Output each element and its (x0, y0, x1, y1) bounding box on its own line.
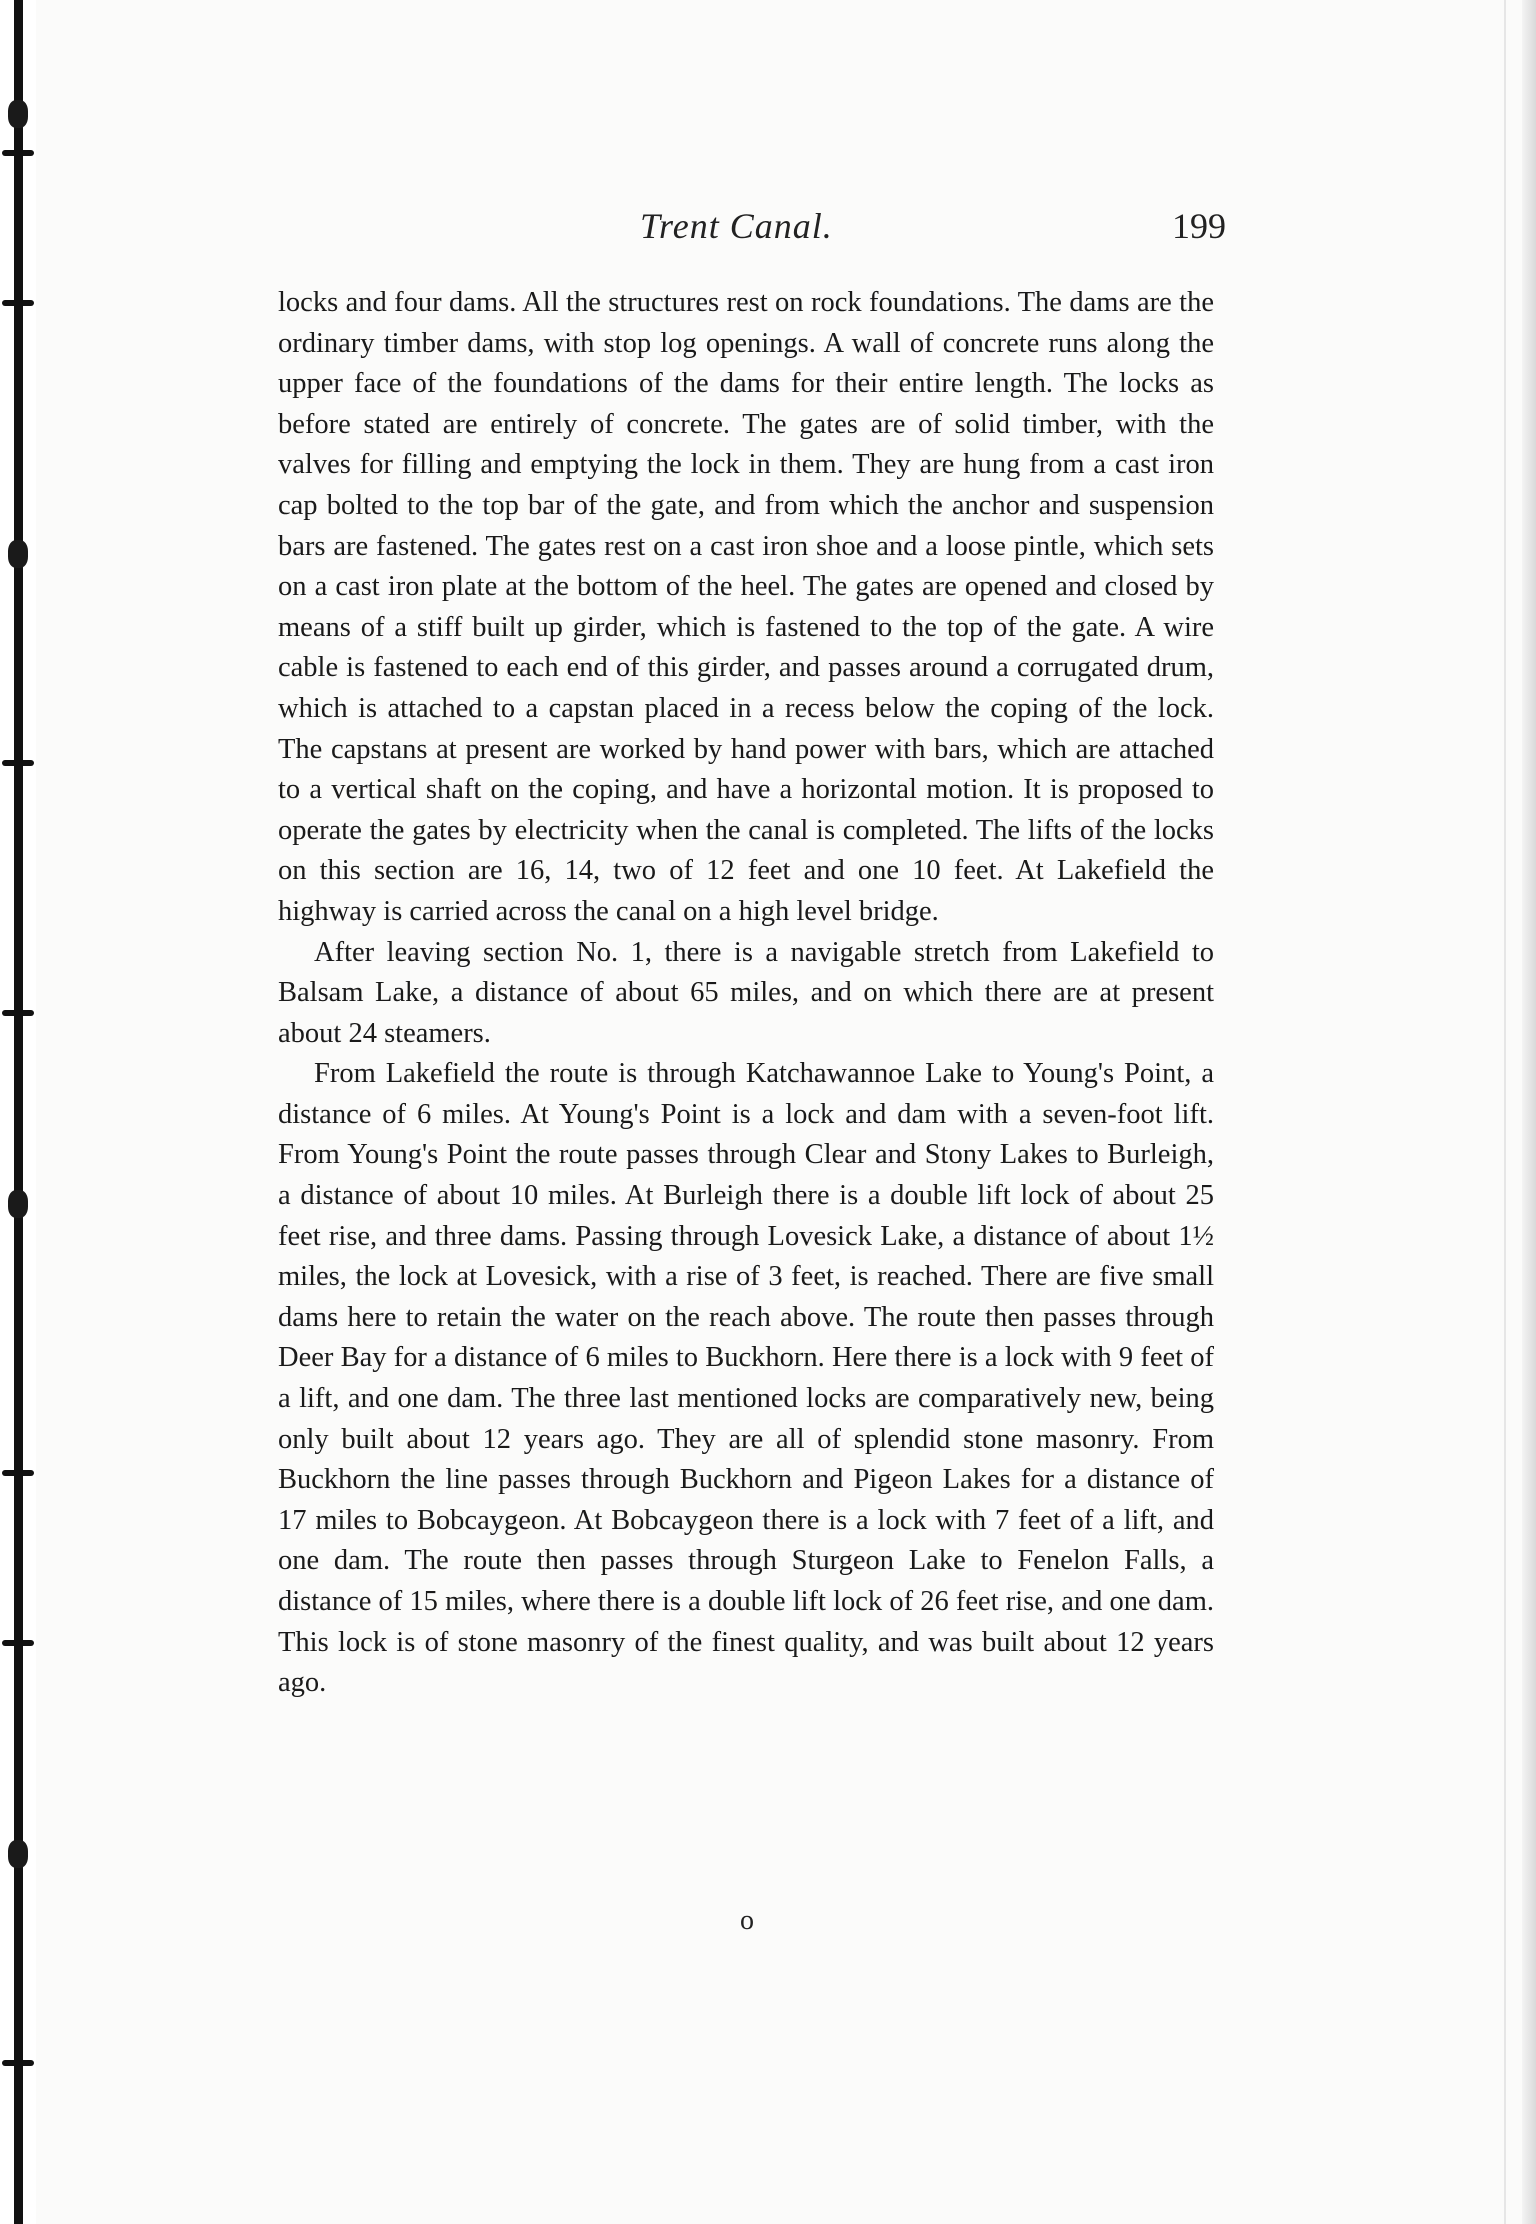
binding-knot (8, 1840, 28, 1868)
book-binding (0, 0, 36, 2224)
binding-stitch (2, 1470, 34, 1476)
binding-stitch (2, 760, 34, 766)
binding-stitch (2, 150, 34, 156)
binding-knot (8, 100, 28, 128)
binding-stitch (2, 300, 34, 306)
paragraph: locks and four dams. All the structures rest on rock foundations. The dams are the ordinary timber dams, with stop log openings. A wall of concrete runs along the upper face of the foundations of the dams for their entire length. The locks as before stated are entirely of concrete. The gates are of solid timber, with the valves for filling and emptying the lock in them. They are hung from a cast iron cap bolted to the top bar of the gate, and from which the anchor and suspension bars are fastened. The gates rest on a cast iron shoe and a loose pintle, which sets on a cast iron plate at the bottom of the heel. The gates are opened and closed by means of a stiff built up girder, which is fastened to the top of the gate. A wire cable is fastened to each end of this girder, and passes around a corrugated drum, which is attached to a capstan placed in a recess below the coping of the lock. The capstans at present are worked by hand power with bars, which are attached to a vertical shaft on the coping, and have a horizontal motion. It is proposed to operate the gates by electricity when the canal is completed. The lifts of the locks on this section are 16, 14, two of 12 feet and one 10 feet. At Lakefield the highway is carried across the canal on a high level bridge. (278, 287, 1214, 927)
page-number: 199 (1172, 206, 1226, 246)
running-title: Trent Canal. (640, 206, 833, 246)
body-text (278, 283, 1214, 1704)
binding-stitch (2, 1640, 34, 1646)
binding-knot (8, 1190, 28, 1218)
binding-stitch (2, 2060, 34, 2066)
paragraph: After leaving section No. 1, there is a navigable stretch from Lakefield to Balsam Lake, a distance of about 65 miles, and on which there are at present about 24 steamers. (278, 936, 1214, 1049)
binding-knot (8, 540, 28, 568)
page-edge-shadow (1522, 0, 1536, 2224)
page-edge-line (1504, 0, 1506, 2224)
binding-spine (14, 0, 23, 2224)
signature-mark: o (740, 1905, 754, 1936)
binding-stitch (2, 1010, 34, 1016)
paragraph: From Lakefield the route is through Katchawannoe Lake to Young's Point, a distance of 6 miles. At Young's Point is a lock and dam with a seven-foot lift. From Young's Point the route passes through Clear and Stony Lakes to Burleigh, a distance of about 10 miles. At Burleigh there is a double lift lock of about 25 feet rise, and three dams. Passing through Lovesick Lake, a distance of about 1½ miles, the lock at Lovesick, with a rise of 3 feet, is reached. There are five small dams here to retain the water on the reach above. The route then passes through Deer Bay for a distance of 6 miles to Buckhorn. Here there is a lock with 9 feet of a lift, and one dam. The three last mentioned locks are comparatively new, being only built about 12 years ago. They are all of splendid stone masonry. From Buckhorn the line passes through Buckhorn and Pigeon Lakes for a distance of 17 miles to Bobcaygeon. At Bobcaygeon there is a lock with 7 feet of a lift, and one dam. The route then passes through Sturgeon Lake to Fenelon Falls, a distance of 15 miles, where there is a double lift lock of 26 feet rise, and one dam. This lock is of stone masonry of the finest quality, and was built about 12 years ago. (278, 1058, 1214, 1699)
